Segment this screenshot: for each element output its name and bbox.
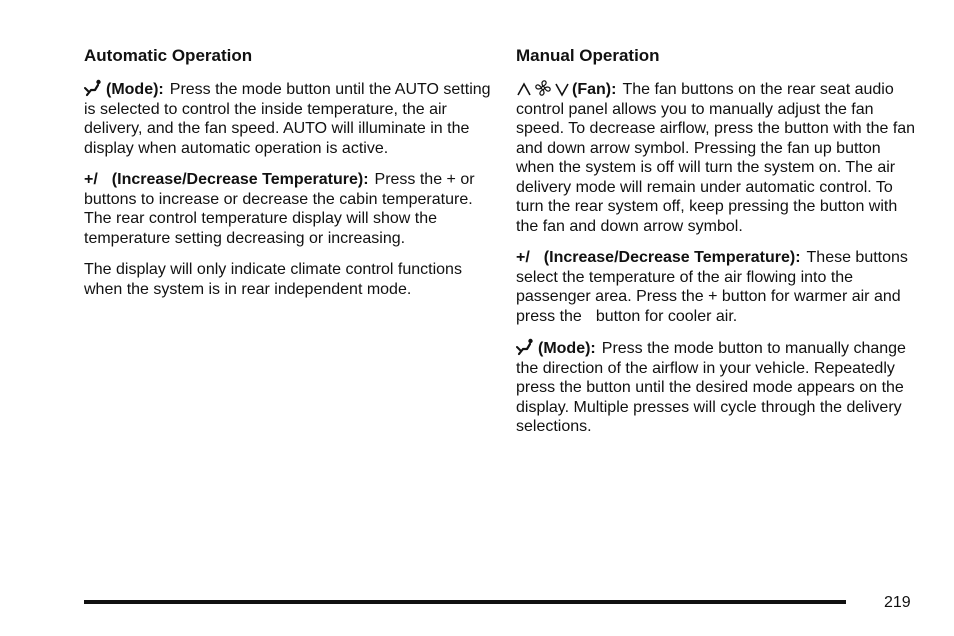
fan-icon bbox=[534, 79, 552, 97]
left-column bbox=[84, 45, 492, 311]
manual-temperature-paragraph bbox=[516, 248, 920, 326]
temp-description-2: button for cooler air. bbox=[595, 307, 738, 325]
mode-airflow-icon bbox=[516, 338, 534, 356]
page-number: 219 bbox=[884, 594, 911, 611]
fan-paragraph bbox=[516, 79, 920, 236]
manual-operation-heading: Manual Operation bbox=[516, 46, 660, 65]
fan-description: The fan buttons on the rear seat audio control panel allows you to manually adjust the fan speed. To decrease airflow, press the button with the fan and down arrow symbol. Pressing the fan up button when the system is off will turn the system on. The air delivery mode will remain under automatic control. To turn the rear system off, keep pressing the button with the fan and down arrow symbol. bbox=[516, 81, 916, 235]
auto-temperature-paragraph bbox=[84, 170, 492, 248]
display-paragraph: The display will only indicate climate control functions when the system is in rear independent mode. bbox=[84, 261, 462, 298]
mode-term: (Mode): bbox=[538, 340, 596, 357]
temp-symbol: +/ bbox=[516, 249, 530, 266]
manual-mode-paragraph bbox=[516, 338, 920, 437]
temp-term: (Increase/Decrease Temperature): bbox=[111, 171, 369, 188]
automatic-operation-heading: Automatic Operation bbox=[84, 46, 253, 65]
mode-term: (Mode): bbox=[106, 81, 164, 98]
fan-term: (Fan): bbox=[572, 81, 617, 98]
mode-airflow-icon bbox=[84, 79, 102, 97]
mode-description: Press the mode button until the AUTO setting is selected to control the inside temperature, the air delivery, and the fan speed. AUTO will illuminate in the display when automatic operation is active. bbox=[84, 81, 491, 157]
chevron-down-icon bbox=[554, 81, 570, 97]
chevron-up-icon bbox=[516, 81, 532, 97]
temp-description-1: These buttons select the temperature of the air flowing into the passenger area. Press the + button for warmer air and press the bbox=[516, 249, 908, 325]
temp-description-1: Press the + or bbox=[374, 171, 475, 188]
mode-description: Press the mode button to manually change the direction of the airflow in your vehicle. Repeatedly press the button until the desired mode appears on the display. Multiple presses will cycle through the delivery selections. bbox=[516, 340, 906, 435]
footer-rule bbox=[84, 600, 846, 604]
temp-description-2: buttons to increase or decrease the cabin temperature. The rear control temperature display will show the temperature setting decreasing or increasing. bbox=[84, 190, 473, 247]
auto-mode-paragraph bbox=[84, 79, 492, 158]
temp-term: (Increase/Decrease Temperature): bbox=[543, 249, 801, 266]
temp-symbol: +/ bbox=[84, 171, 98, 188]
right-column bbox=[516, 45, 920, 449]
